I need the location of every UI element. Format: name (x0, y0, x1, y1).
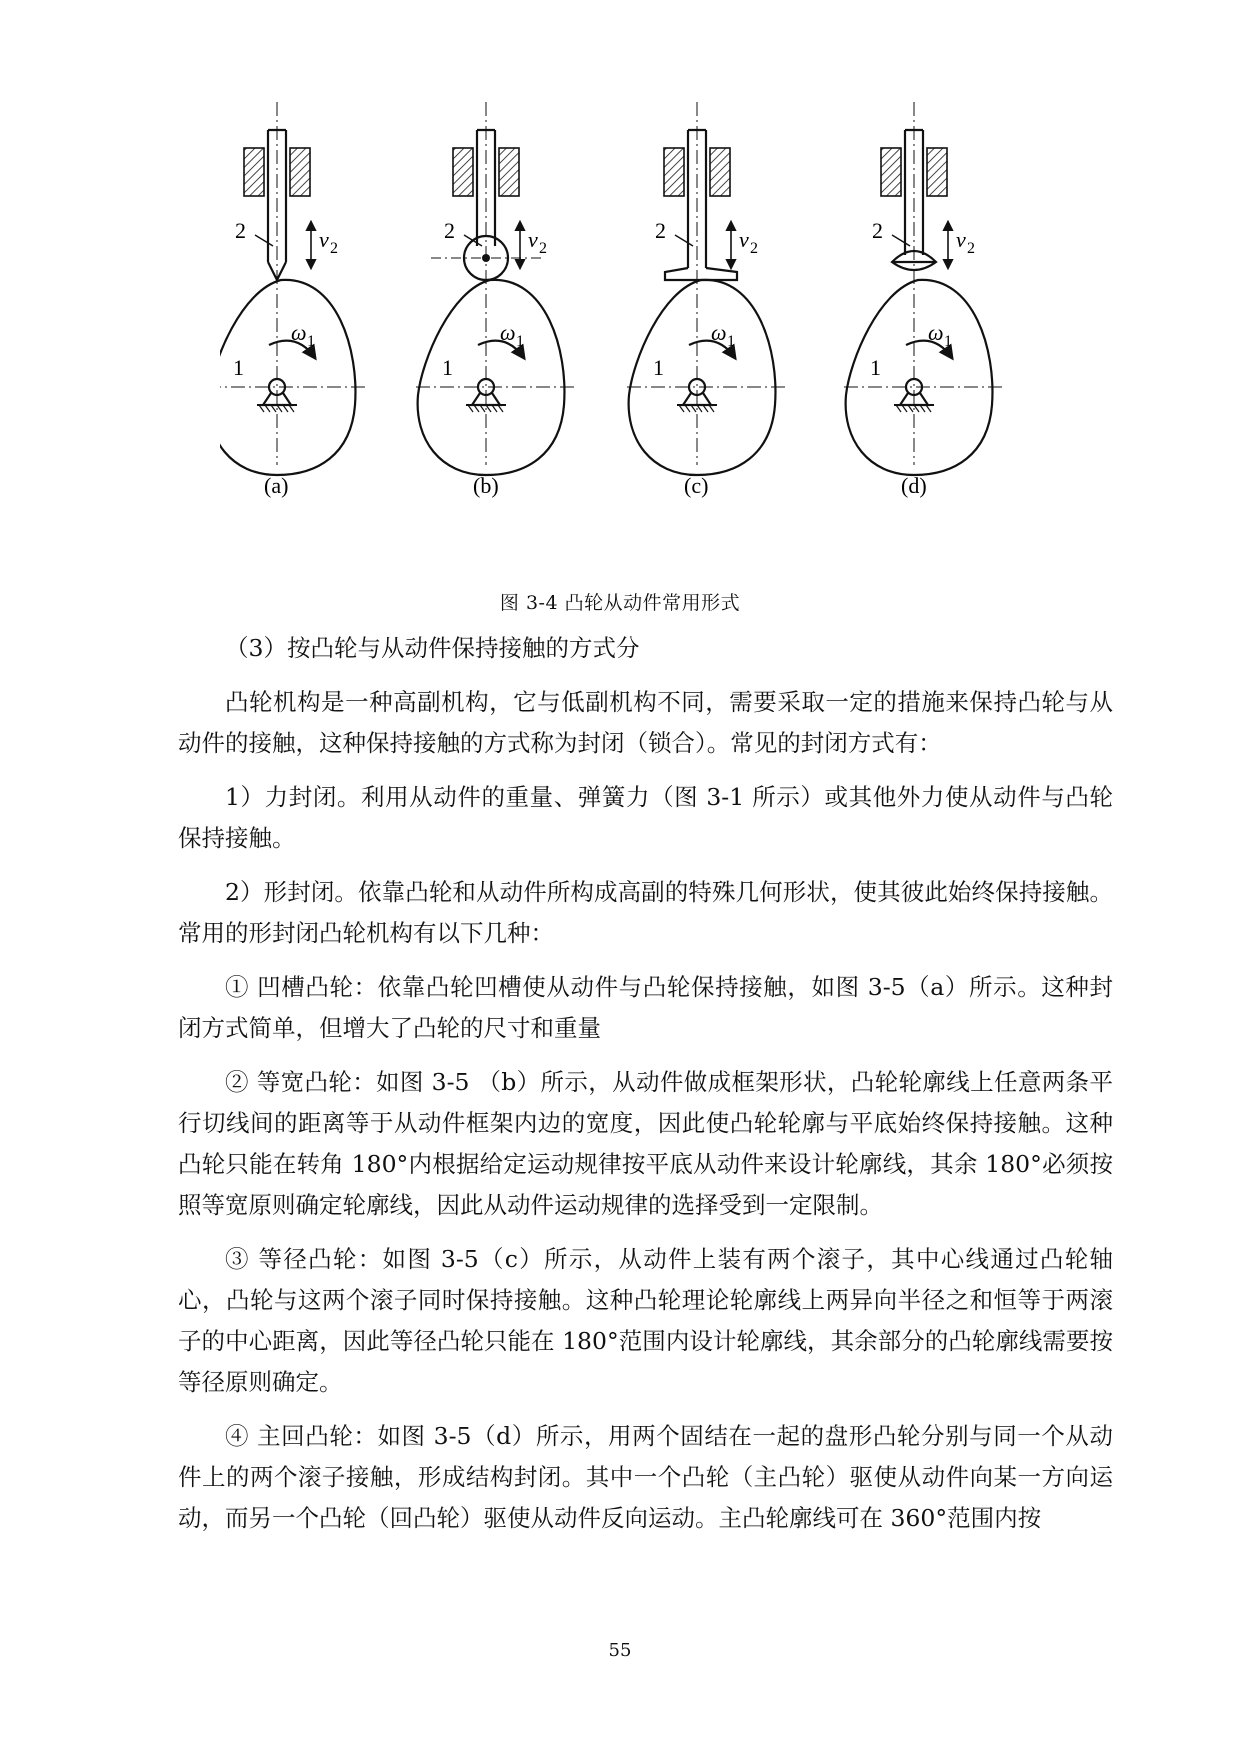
page-number: 55 (608, 1640, 632, 1661)
paragraph-groove-cam: ① 凹槽凸轮：依靠凸轮凹槽使从动件与凸轮保持接触，如图 3-5（a）所示。这种封闭方式简单，但增大了凸轮的尺寸和重量 (178, 973, 1113, 1042)
follower-label: 2 (235, 218, 246, 243)
paragraph-section-heading: （3）按凸轮与从动件保持接触的方式分 (225, 634, 640, 662)
velocity-subscript: 2 (539, 240, 547, 257)
velocity-symbol: v (528, 227, 538, 252)
velocity-symbol: v (319, 227, 329, 252)
velocity-subscript: 2 (967, 240, 975, 257)
panel-letter: (a) (264, 473, 289, 498)
omega-subscript: 1 (727, 333, 735, 350)
paragraph-force-closure: 1）力封闭。利用从动件的重量、弹簧力（图 3-1 所示）或其他外力使从动件与凸轮保持接触。 (178, 783, 1113, 852)
omega-subscript: 1 (516, 333, 524, 350)
omega-symbol: ω (928, 320, 944, 345)
velocity-subscript: 2 (330, 240, 338, 257)
figure-caption: 图 3-4 凸轮从动件常用形式 (499, 592, 741, 614)
follower-leader-line (255, 235, 273, 246)
follower-leader-line (892, 235, 910, 246)
paragraph-intro: 凸轮机构是一种高副机构，它与低副机构不同，需要采取一定的措施来保持凸轮与从动件的接触，这种保持接触的方式称为封闭（锁合）。常见的封闭方式有： (178, 688, 1113, 757)
cam-profile (629, 280, 776, 475)
guide-block-right (290, 148, 310, 196)
omega-symbol: ω (291, 320, 307, 345)
panel-letter: (d) (901, 473, 927, 498)
panel-mushroom (844, 102, 1004, 498)
guide-block-left (881, 148, 901, 196)
cam-profile (418, 280, 565, 475)
velocity-symbol: v (956, 227, 966, 252)
guide-block-left (244, 148, 264, 196)
guide-block-left (664, 148, 684, 196)
velocity-subscript: 2 (750, 240, 758, 257)
paragraph-form-closure: 2）形封闭。依靠凸轮和从动件所构成高副的特殊几何形状，使其彼此始终保持接触。常用的形封闭凸轮机构有以下几种： (178, 878, 1113, 947)
velocity-symbol: v (739, 227, 749, 252)
follower-label: 2 (872, 218, 883, 243)
panel-knife (220, 102, 367, 498)
follower-label: 2 (655, 218, 666, 243)
panel-roller (416, 102, 576, 498)
guide-block-right (927, 148, 947, 196)
flat-face-tip (665, 268, 737, 280)
panel-flat (627, 102, 787, 498)
guide-block-right (499, 148, 519, 196)
cam-label: 1 (870, 355, 881, 380)
omega-symbol: ω (711, 320, 727, 345)
cam-profile (846, 280, 993, 475)
omega-subscript: 1 (307, 333, 315, 350)
cam-label: 1 (233, 355, 244, 380)
guide-block-right (710, 148, 730, 196)
body-text (178, 628, 1113, 1539)
omega-symbol: ω (500, 320, 516, 345)
cam-label: 1 (442, 355, 453, 380)
paragraph-constant-diameter-cam: ③ 等径凸轮：如图 3-5（c）所示，从动件上装有两个滚子，其中心线通过凸轮轴心，凸轮与这两个滚子同时保持接触。这种凸轮理论轮廓线上两异向半径之和恒等于两滚子的中心距离，因此等径凸轮只能在 180°范围内设计轮廓线，其余部分的凸轮廓线需要按等径原则确定。 (178, 1245, 1113, 1396)
paragraph-constant-width-cam: ② 等宽凸轮：如图 3-5 （b）所示，从动件做成框架形状，凸轮轮廓线上任意两条平行切线间的距离等于从动件框架内边的宽度，因此使凸轮轮廓与平底始终保持接触。这种凸轮只能在转角 180°内根据给定运动规律按平底从动件来设计轮廓线，其余 180°必须按照等宽原则确定轮廓线，因此从动件运动规律的选择受到一定限制。 (178, 1068, 1113, 1219)
guide-block-left (453, 148, 473, 196)
paragraph-conjugate-cam: ④ 主回凸轮：如图 3-5（d）所示，用两个固结在一起的盘形凸轮分别与同一个从动件上的两个滚子接触，形成结构封闭。其中一个凸轮（主凸轮）驱使从动件向某一方向运动，而另一个凸轮（回凸轮）驱使从动件反向运动。主凸轮廓线可在 360°范围内按 (178, 1422, 1113, 1532)
follower-leader-line (675, 235, 693, 246)
cam-follower-figure (220, 100, 1120, 560)
follower-label: 2 (444, 218, 455, 243)
figure-canvas (220, 100, 1120, 560)
panel-letter: (b) (473, 473, 499, 498)
panel-letter: (c) (684, 473, 709, 498)
omega-subscript: 1 (944, 333, 952, 350)
cam-label: 1 (653, 355, 664, 380)
